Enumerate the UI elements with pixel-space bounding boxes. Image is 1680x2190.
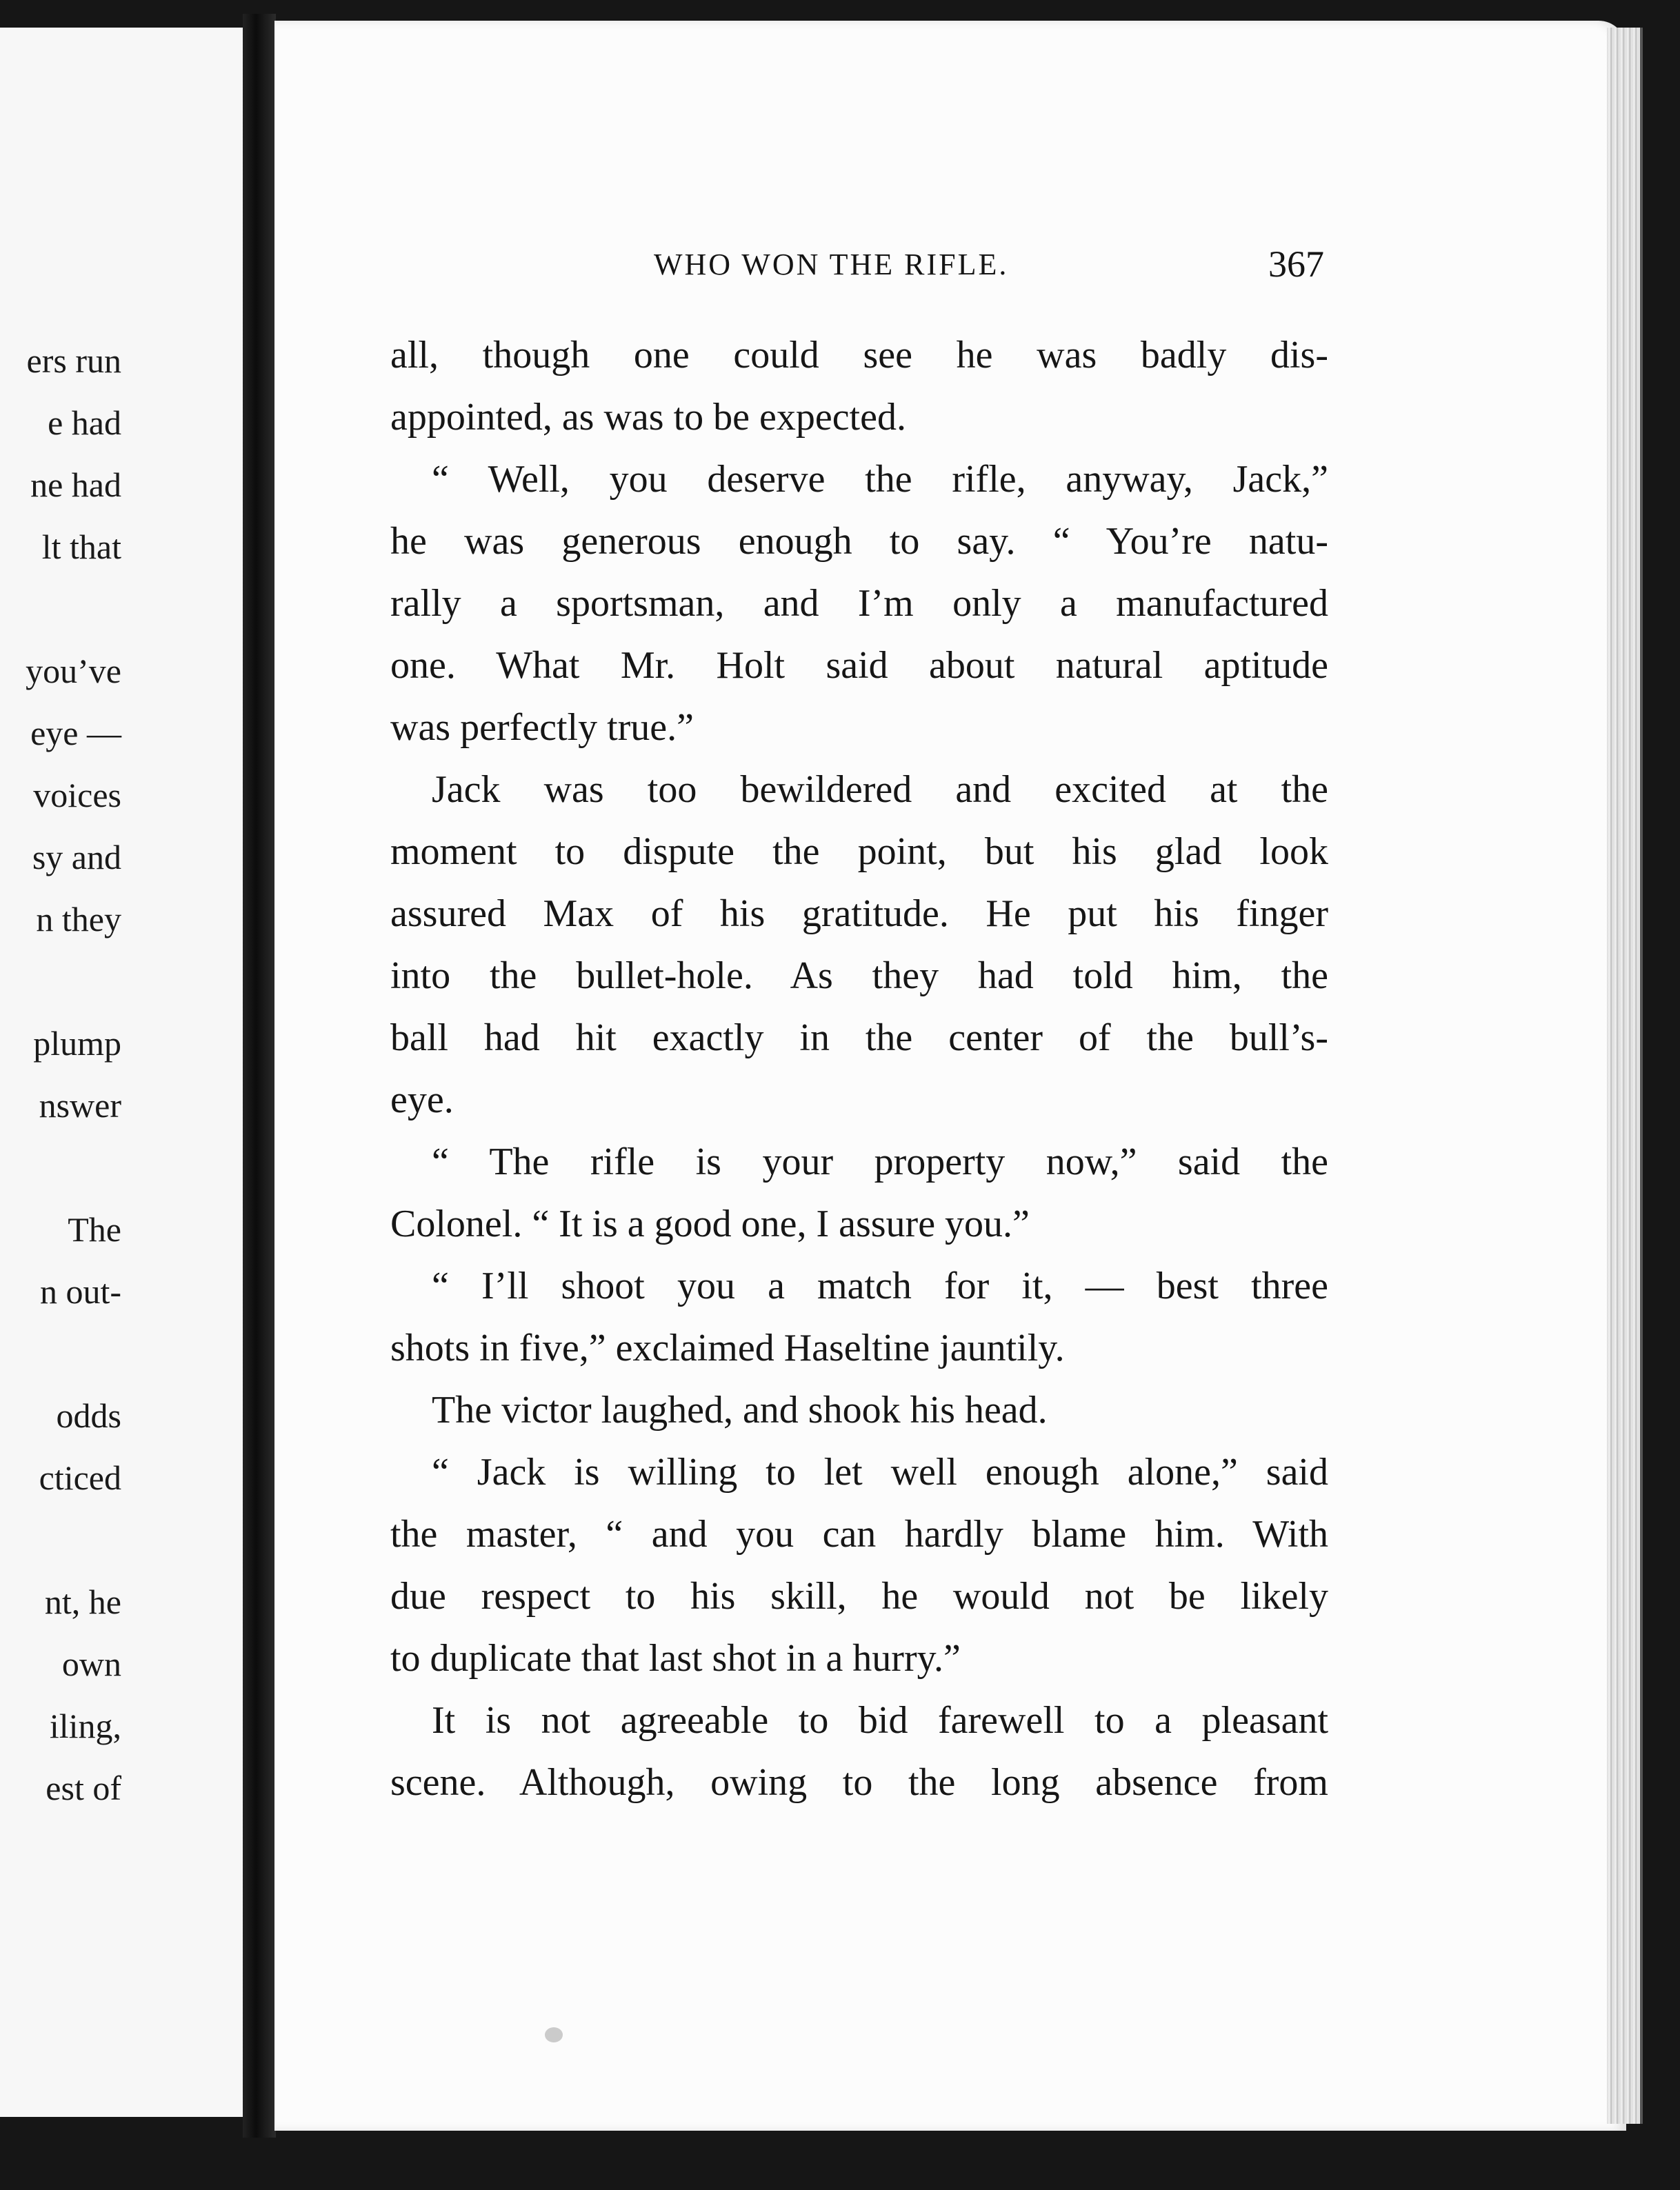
- text-line: the master, “ and you can hardly blame him. With: [390, 1513, 1328, 1556]
- previous-page-line: n they: [36, 900, 121, 938]
- text-line: eye.: [390, 1078, 454, 1121]
- running-title: WHO WON THE RIFLE.: [654, 248, 1009, 281]
- text-line: It is not agreeable to bid farewell to a pleasant: [432, 1699, 1328, 1742]
- text-line: The victor laughed, and shook his head.: [432, 1389, 1048, 1431]
- text-line: Colonel. “ It is a good one, I assure you.”: [390, 1203, 1030, 1245]
- text-line: all, though one could see he was badly dis-: [390, 334, 1328, 376]
- page-edges: [1607, 28, 1643, 2124]
- page-number: 367: [1268, 243, 1324, 285]
- previous-page-line: odds: [56, 1396, 121, 1435]
- text-line: was perfectly true.”: [390, 706, 694, 749]
- previous-page-line: iling,: [49, 1707, 121, 1745]
- previous-page-line: eye —: [30, 714, 121, 752]
- text-line: Jack was too bewildered and excited at the: [432, 768, 1328, 811]
- previous-page-line: plump: [33, 1024, 121, 1063]
- text-line: assured Max of his gratitude. He put his finger: [390, 892, 1328, 935]
- text-line: one. What Mr. Holt said about natural aptitude: [390, 644, 1328, 687]
- previous-page-line: nt, he: [44, 1583, 121, 1621]
- text-line: rally a sportsman, and I’m only a manufactured: [390, 582, 1328, 625]
- previous-page: [0, 28, 247, 2117]
- text-line: “ Well, you deserve the rifle, anyway, Jack,”: [432, 458, 1328, 501]
- previous-page-line: n out-: [39, 1272, 121, 1311]
- text-line: “ I’ll shoot you a match for it, — best three: [432, 1265, 1328, 1307]
- previous-page-line: est of: [46, 1769, 121, 1807]
- text-line: ball had hit exactly in the center of the bull’s-: [390, 1016, 1328, 1059]
- previous-page-line: The: [68, 1210, 121, 1249]
- text-line: to duplicate that last shot in a hurry.”: [390, 1637, 961, 1680]
- previous-page-line: cticed: [39, 1458, 121, 1497]
- text-line: “ The rifle is your property now,” said the: [432, 1141, 1328, 1183]
- text-line: shots in five,” exclaimed Haseltine jauntily.: [390, 1327, 1065, 1369]
- text-line: moment to dispute the point, but his glad look: [390, 830, 1328, 873]
- previous-page-line: e had: [48, 403, 121, 442]
- text-line: “ Jack is willing to let well enough alone,” said: [432, 1451, 1328, 1494]
- previous-page-line: voices: [33, 776, 121, 814]
- book-gutter: [243, 14, 276, 2138]
- text-line: into the bullet-hole. As they had told him, the: [390, 954, 1328, 997]
- previous-page-line: sy and: [32, 838, 121, 876]
- text-line: scene. Although, owing to the long absence from: [390, 1761, 1328, 1804]
- body-text: [390, 324, 1328, 1814]
- text-line: appointed, as was to be expected.: [390, 396, 906, 439]
- previous-page-line: ers run: [26, 341, 121, 380]
- running-head: [654, 243, 1324, 288]
- previous-page-line: lt that: [41, 528, 121, 566]
- previous-page-line: you’ve: [26, 652, 121, 690]
- previous-page-line: own: [61, 1645, 121, 1683]
- text-line: due respect to his skill, he would not be likely: [390, 1575, 1328, 1618]
- text-line: he was generous enough to say. “ You’re natu-: [390, 520, 1328, 563]
- ink-smudge: [545, 2027, 563, 2042]
- previous-page-line: nswer: [39, 1086, 121, 1125]
- previous-page-line: ne had: [30, 465, 121, 504]
